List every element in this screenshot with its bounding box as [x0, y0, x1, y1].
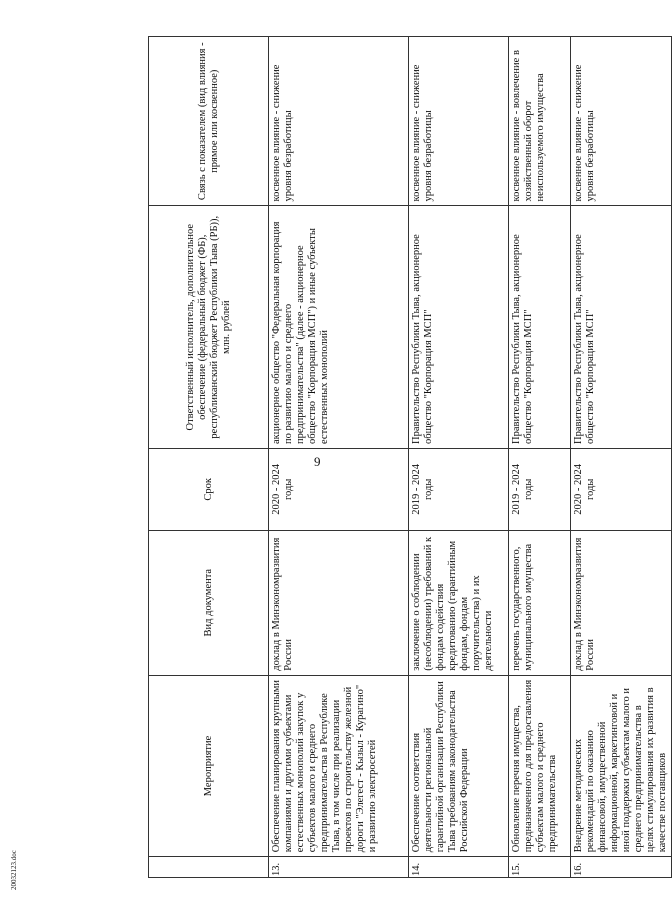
header-number [149, 857, 269, 878]
row-term: 2020 - 2024 годы [269, 449, 409, 531]
table-row [509, 37, 571, 878]
row-relation: косвенное влияние - снижение уровня безработицы [571, 37, 672, 206]
row-doc-type: заключение о соблюдении (несоблюдении) требований к фондам содействия кредитованию (гарантийным фондам, фондам поручительства) и их деятельности [409, 530, 509, 675]
row-term: 2019 - 2024 годы [509, 449, 571, 531]
landscape-table-container [148, 36, 668, 878]
header-relation: Связь с показателем (вид влияния - прямое или косвенное) [149, 37, 269, 206]
header-doc-type: Вид документа [149, 530, 269, 675]
row-relation: косвенное влияние - снижение уровня безработицы [269, 37, 409, 206]
row-event: Обеспечение планирования крупными компаниями и другими субъектами естественных монополий закупок у субъектов малого и среднего предпринимательства в Республике Тыва, в том числе при реализации проектов по строительству железной дороги "Элегест - Кызыл - Курагино" и развитию электросетей [269, 675, 409, 857]
row-relation: косвенное влияние - снижение уровня безработицы [409, 37, 509, 206]
row-number: 14. [409, 857, 509, 878]
document-code: 20032123.doc [10, 850, 18, 890]
row-doc-type: доклад в Минэкономразвития России [571, 530, 672, 675]
row-executor: Правительство Республики Тыва, акционерное общество "Корпорация МСП" [509, 206, 571, 449]
page-number: 9 [314, 454, 321, 469]
row-executor: акционерное общество "Федеральная корпорация по развитию малого и среднего предпринимательства" (далее - акционерное общество "Корпорация МСП") и иные субъекты естественных монополий [269, 206, 409, 449]
table-row [269, 37, 409, 878]
table-row [409, 37, 509, 878]
row-term: 2019 - 2024 годы [409, 449, 509, 531]
row-number: 15. [509, 857, 571, 878]
row-event: Обеспечение соответствия деятельности региональной гарантийной организации Республики Тыва требованиям законодательства Российской Федерации [409, 675, 509, 857]
table-header-row [149, 37, 269, 878]
row-relation: косвенное влияние - вовлечение в хозяйственный оборот неиспользуемого имущества [509, 37, 571, 206]
row-number: 13. [269, 857, 409, 878]
table-row [571, 37, 672, 878]
row-doc-type: перечень государственного, муниципального имущества [509, 530, 571, 675]
header-event: Мероприятие [149, 675, 269, 857]
header-executor: Ответственный исполнитель, дополнительное обеспечение (федеральный бюджет (ФБ), республиканский бюджет Республики Тыва (РБ)), млн. рублей [149, 206, 269, 449]
row-term: 2020 - 2024 годы [571, 449, 672, 531]
row-executor: Правительство Республики Тыва, акционерное общество "Корпорация МСП" [409, 206, 509, 449]
measures-table [148, 36, 672, 878]
row-doc-type: доклад в Минэкономразвития России [269, 530, 409, 675]
row-event: Внедрение методических рекомендаций по оказанию финансовой, имущественной информационной, маркетинговой и иной поддержки субъектам малого и среднего предпринимательства в целях стимулирования их развития в качестве поставщиков [571, 675, 672, 857]
header-term: Срок [149, 449, 269, 531]
row-number: 16. [571, 857, 672, 878]
row-event: Обновление перечня имущества, предназначенного для предоставления субъектам малого и среднего предпринимательства [509, 675, 571, 857]
row-executor: Правительство Республики Тыва, акционерное общество "Корпорация МСП" [571, 206, 672, 449]
